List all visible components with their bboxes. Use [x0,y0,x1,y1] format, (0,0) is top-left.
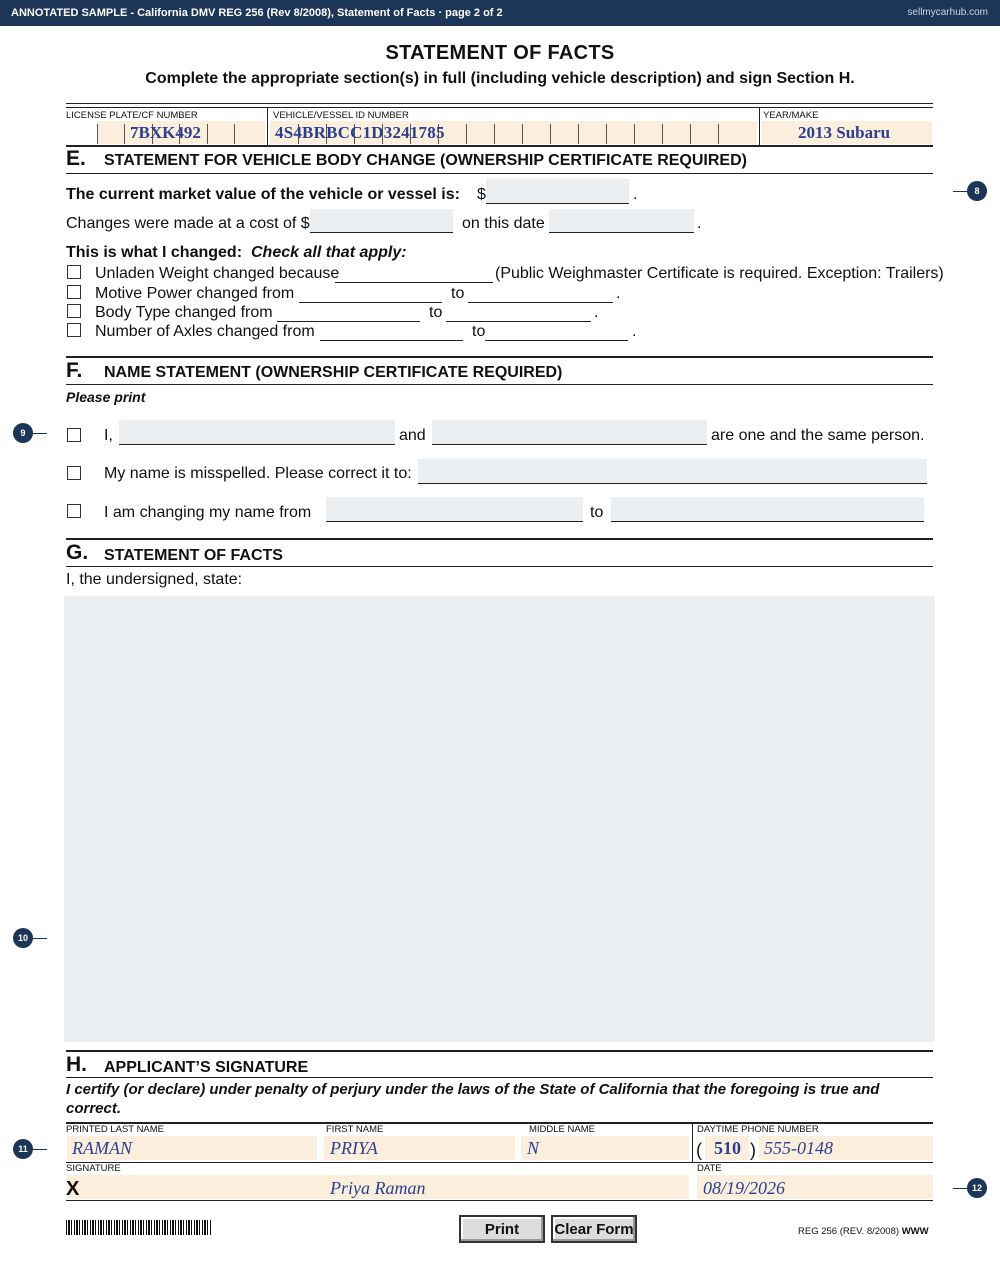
cost-label: Changes were made at a cost of $ [66,215,310,232]
section-e-title: STATEMENT FOR VEHICLE BODY CHANGE (OWNERSHIP CERTIFICATE REQUIRED) [104,152,747,169]
period: . [594,304,599,321]
misspelled-label: My name is misspelled. Please correct it to: [104,465,412,482]
period: . [632,323,637,340]
section-h-letter: H. [66,1053,87,1076]
last-name-value: RAMAN [72,1138,132,1158]
callout-line [953,1188,967,1189]
form-id: REG 256 (REV. 8/2008) [798,1226,900,1237]
and-label: and [399,427,426,444]
divider [759,107,760,145]
phone-open-paren: ( [696,1140,702,1160]
callout-line [33,938,47,939]
market-value-label: The current market value of the vehicle or vessel is: [66,186,460,203]
motive-power-to-field[interactable] [468,282,613,303]
middle-name-field[interactable] [521,1136,689,1160]
divider [66,103,933,104]
divider [66,1200,933,1201]
comb-tick [578,124,579,144]
comb-tick [494,124,495,144]
comb-tick [634,124,635,144]
comb-tick [124,124,125,144]
motive-power-from-field[interactable] [299,282,442,303]
callout-marker-8: 8 [967,181,987,201]
signature-value: Priya Raman [330,1178,426,1198]
unladen-weight-checkbox[interactable] [67,265,81,279]
divider [66,1162,933,1163]
market-value-field[interactable] [486,179,629,204]
section-h-title: APPLICANT’S SIGNATURE [104,1059,309,1076]
section-g-letter: G. [66,541,89,564]
first-name-alias-field[interactable] [119,420,395,445]
statement-textarea[interactable] [64,596,935,1042]
section-f-letter: F. [66,359,83,382]
section-f-title: NAME STATEMENT (OWNERSHIP CERTIFICATE REQUIRED) [104,364,563,381]
www-label: WWW [901,1226,929,1237]
please-print-label: Please print [66,389,146,405]
signature-label: SIGNATURE [66,1163,121,1174]
year-make-value: 2013 Subaru [798,123,891,142]
corrected-name-field[interactable] [418,459,927,484]
body-type-from-field[interactable] [277,301,420,322]
clear-form-button[interactable]: Clear Form [551,1215,637,1243]
date-label: DATE [697,1163,722,1174]
middle-name-value: N [527,1138,540,1158]
top-banner [0,0,1000,26]
vin-label: VEHICLE/VESSEL ID NUMBER [273,110,409,121]
divider [66,107,933,108]
body-type-label: Body Type changed from [95,304,273,321]
print-button[interactable]: Print [459,1215,545,1243]
divider [66,1077,933,1078]
divider [66,356,933,358]
on-date-label: on this date [462,215,545,232]
phone-label: DAYTIME PHONE NUMBER [697,1124,819,1135]
axles-from-field[interactable] [320,320,463,341]
perjury-certification: I certify (or declare) under penalty of perjury under the laws of the State of California that the foregoing is true and correct. [66,1081,880,1117]
undersigned-label: I, the undersigned, state: [66,571,243,588]
comb-tick [522,124,523,144]
comb-tick [606,124,607,144]
first-name-label: FIRST NAME [326,1124,384,1135]
new-name-field[interactable] [611,497,924,522]
plate-label: LICENSE PLATE/CF NUMBER [66,110,198,121]
same-person-prefix: I, [104,427,113,444]
first-name-value: PRIYA [330,1138,378,1158]
section-g-title: STATEMENT OF FACTS [104,547,283,564]
divider [66,384,933,385]
change-date-field[interactable] [549,209,694,233]
callout-line [953,191,967,192]
axles-checkbox[interactable] [67,323,81,337]
divider [66,173,933,174]
body-type-checkbox[interactable] [67,304,81,318]
comb-tick [690,124,691,144]
section-e-letter: E. [66,147,86,170]
second-name-alias-field[interactable] [432,420,707,445]
divider [66,145,933,147]
divider [66,566,933,567]
form-id-footer [798,1226,929,1237]
divider [692,1122,693,1162]
comb-tick [550,124,551,144]
period: . [697,215,702,232]
comb-tick [466,124,467,144]
area-code-value: 510 [714,1138,741,1158]
check-all-label: Check all that apply: [251,244,407,261]
banner-text: ANNOTATED SAMPLE - California DMV REG 256 (Rev 8/2008), Statement of Facts · page 2 of 2 [11,7,503,19]
period: . [633,186,638,203]
period: . [616,285,621,302]
barcode-image [66,1220,211,1235]
comb-tick [207,124,208,144]
weighmaster-note: (Public Weighmaster Certificate is required. Exception: Trailers) [495,265,944,282]
changed-label: This is what I changed: [66,244,243,261]
date-value: 08/19/2026 [703,1178,786,1198]
phone-close-paren: ) [750,1140,756,1160]
form-title: STATEMENT OF FACTS [385,42,615,64]
comb-tick [97,124,98,144]
signature-x-mark: X [66,1178,80,1200]
callout-marker-11: 11 [13,1139,33,1159]
motive-power-checkbox[interactable] [67,285,81,299]
callout-marker-9: 9 [13,423,33,443]
body-type-to-field[interactable] [446,301,591,322]
unladen-weight-reason-field[interactable] [335,262,493,283]
last-name-label: PRINTED LAST NAME [66,1124,165,1135]
to-label: to [429,304,443,321]
same-person-checkbox[interactable] [67,428,81,442]
same-person-suffix: are one and the same person. [711,427,925,444]
name-change-checkbox[interactable] [67,504,81,518]
to-label: to [451,285,465,302]
to-label: to [472,323,486,340]
unladen-weight-label: Unladen Weight changed because [95,265,340,282]
phone-number-value: 555-0148 [764,1138,833,1158]
callout-marker-10: 10 [13,928,33,948]
axles-label: Number of Axles changed from [95,323,315,340]
motive-power-label: Motive Power changed from [95,285,295,302]
year-make-label: YEAR/MAKE [763,110,819,121]
callout-marker-12: 12 [967,1178,987,1198]
vin-value: 4S4BRBCC1D3241785 [275,123,445,142]
divider [66,538,933,540]
cost-field[interactable] [310,209,453,233]
divider [267,107,268,145]
axles-to-field[interactable] [485,320,628,341]
middle-name-label: MIDDLE NAME [529,1124,595,1135]
misspelled-checkbox[interactable] [67,466,81,480]
to-label: to [590,504,604,521]
dollar-sign: $ [477,186,486,203]
plate-value: 7BXK492 [130,123,201,142]
comb-tick [718,124,719,144]
callout-line [33,433,47,434]
divider [66,1050,933,1052]
old-name-field[interactable] [326,497,583,522]
comb-tick [234,124,235,144]
form-subtitle: Complete the appropriate section(s) in full (including vehicle description) and sign Section H. [145,70,855,87]
name-change-label: I am changing my name from [104,504,312,521]
callout-line [33,1149,47,1150]
site-link[interactable]: sellmycarhub.com [907,7,988,18]
comb-tick [662,124,663,144]
